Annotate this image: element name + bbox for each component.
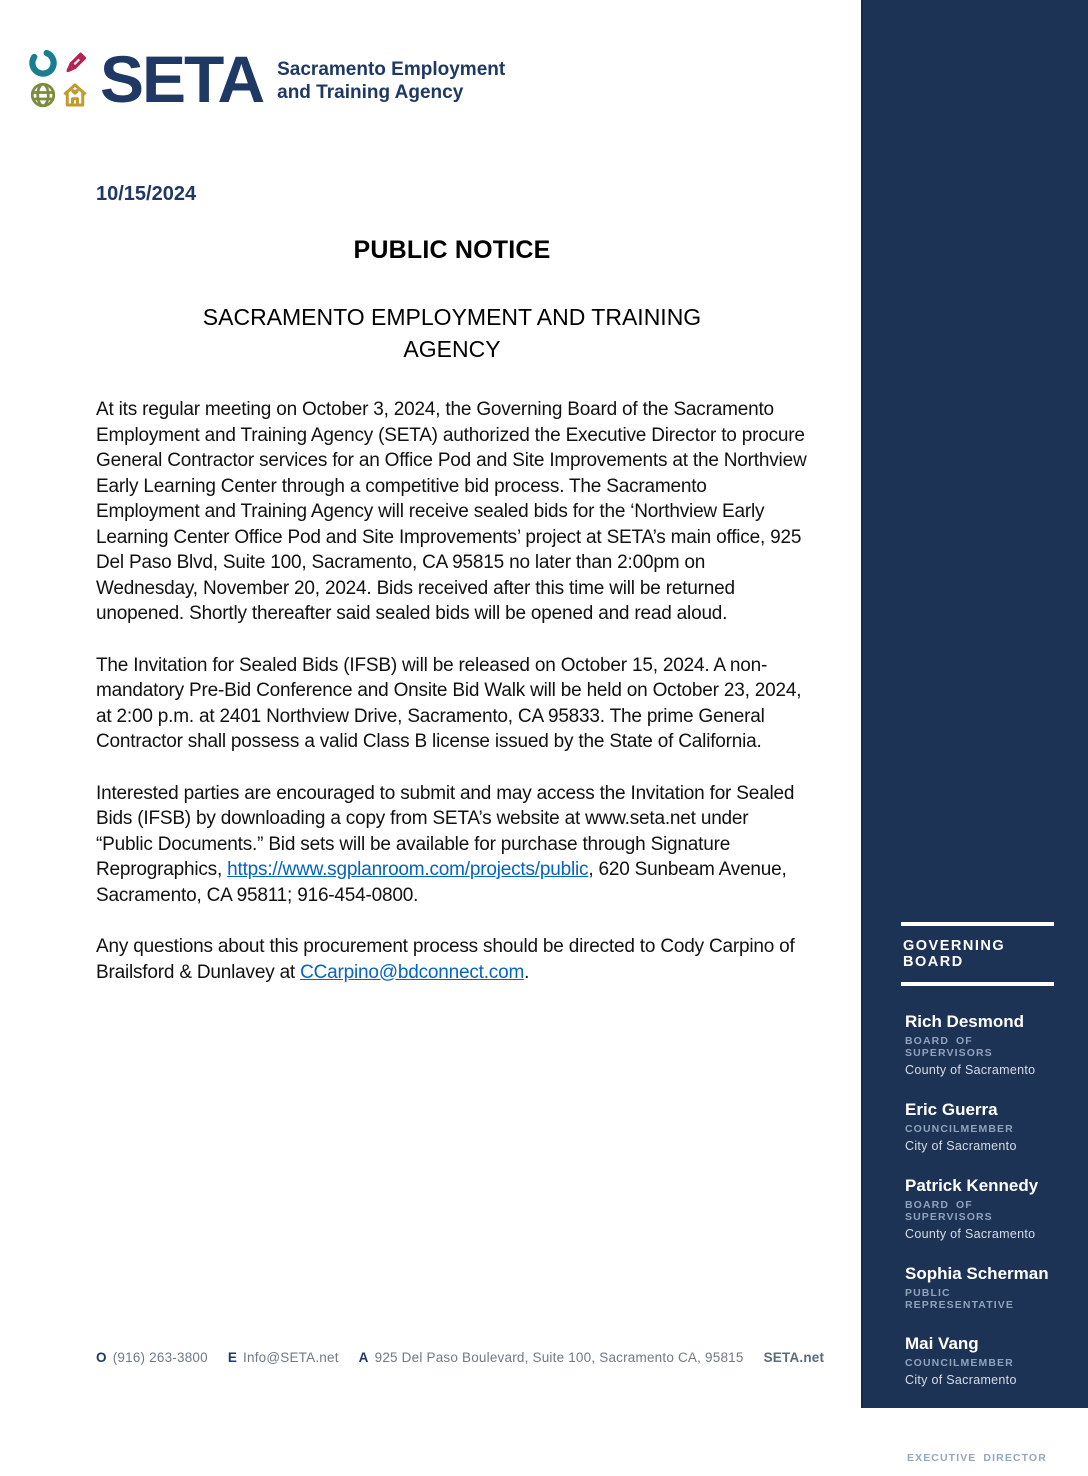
footer-email: Info@SETA.net xyxy=(243,1350,339,1365)
board-member-title: BOARD OF SUPERVISORS xyxy=(905,1035,993,1059)
board-member-org: City of Sacramento xyxy=(905,1139,1017,1153)
house-heart-icon xyxy=(60,80,90,110)
board-member-list xyxy=(905,1012,1054,1387)
board-member-title: COUNCILMEMBER xyxy=(905,1357,1014,1369)
exec-title: EXECUTIVE DIRECTOR xyxy=(907,1452,1047,1464)
notice-document xyxy=(96,183,808,1011)
board-member-title: COUNCILMEMBER xyxy=(905,1123,1014,1135)
logo-brand-text: SETA xyxy=(100,42,264,116)
exec-bottom-rule xyxy=(901,1472,1054,1476)
circle-swoosh-icon xyxy=(28,48,58,78)
executive-director-block xyxy=(901,1417,1054,1476)
board-top-rule xyxy=(901,922,1054,926)
body-text: At its regular meeting on October 3, 2024, the Governing Board of the Sacramento Employment and Training Agency (SETA) authorized the Executive Director to procure General Contractor services for an Office Pod and Site Improvements at the Northview Early Learning Center through a competitive bid process. The Sacramento Employment and Training Agency will receive sealed bids for the ‘Northview Early Learning Center Office Pod and Site Improvements’ project at SETA’s main office, 925 Del Paso Blvd, Suite 100, Sacramento, CA 95815 no later than 2:00pm on Wednesday, November 20, 2024. Bids received after this time will be returned unopened. Shortly thereafter said sealed bids will be opened and read aloud. xyxy=(96,399,807,624)
board-heading-rule xyxy=(901,982,1054,986)
board-member-name: Eric Guerra xyxy=(905,1100,998,1119)
board-member-name: Mai Vang xyxy=(905,1334,979,1353)
board-member xyxy=(905,1100,1054,1153)
exec-name: Anita Maldonado xyxy=(907,1429,1040,1447)
logo-tagline xyxy=(277,54,505,104)
board-member-org: County of Sacramento xyxy=(905,1227,1036,1241)
board-member-name: Sophia Scherman xyxy=(905,1264,1049,1283)
footer-website: SETA.net xyxy=(763,1350,825,1365)
notice-subtitle: SACRAMENTO EMPLOYMENT AND TRAINING AGENCY xyxy=(202,304,702,362)
notice-date: 10/15/2024 xyxy=(96,183,197,205)
board-member-title: BOARD OF SUPERVISORS xyxy=(905,1199,993,1223)
governing-board-sidebar xyxy=(861,0,1088,1464)
body-paragraph xyxy=(96,653,808,755)
board-member-org: County of Sacramento xyxy=(905,1063,1036,1077)
sgplanroom-link[interactable]: https://www.sgplanroom.com/projects/public xyxy=(227,859,589,880)
board-member-name: Patrick Kennedy xyxy=(905,1176,1039,1195)
board-member xyxy=(905,1012,1054,1077)
logo-icon-grid xyxy=(28,48,90,110)
board-member xyxy=(905,1176,1054,1241)
body-paragraph xyxy=(96,934,808,985)
footer-address: 925 Del Paso Boulevard, Suite 100, Sacramento CA, 95815 xyxy=(374,1350,744,1365)
pencil-icon xyxy=(60,48,90,78)
body-text: , 620 Sunbeam Avenue, Sacramento, CA 95811; 916-454-0800. xyxy=(96,859,787,906)
body-text: Any questions about this procurement process should be directed to Cody Carpino of Brailsford & Dunlavey at xyxy=(96,936,795,983)
board-member-title: PUBLIC REPRESENTATIVE xyxy=(905,1287,1014,1311)
notice-body xyxy=(96,397,808,985)
contact-footer xyxy=(96,1350,826,1365)
seta-logo xyxy=(28,42,506,116)
footer-email-label: E xyxy=(227,1350,238,1365)
logo-tagline-line1: Sacramento Employment xyxy=(277,59,506,80)
board-member xyxy=(905,1264,1054,1311)
footer-address-label: A xyxy=(358,1350,369,1365)
globe-icon xyxy=(28,80,58,110)
notice-title: PUBLIC NOTICE xyxy=(353,236,551,264)
footer-phone-label: O xyxy=(96,1350,107,1365)
body-text: Interested parties are encouraged to submit and may access the Invitation for Sealed Bids (IFSB) by downloading a copy from SETA’s website at www.seta.net under “Public Documents.” Bid sets will be available for purchase through Signature Reprographics, xyxy=(96,782,795,880)
logo-tagline-line2: and Training Agency xyxy=(277,82,464,103)
board-member-name: Rich Desmond xyxy=(905,1012,1025,1031)
body-text: The Invitation for Sealed Bids (IFSB) will be released on October 15, 2024. A non-mandatory Pre-Bid Conference and Onsite Bid Walk will be held on October 23, 2024, at 2:00 p.m. at 2401 Northview Drive, Sacramento, CA 95833. The prime General Contractor shall possess a valid Class B license issued by the State of California. xyxy=(96,654,802,752)
board-heading: GOVERNING BOARD xyxy=(903,938,1006,970)
body-paragraph xyxy=(96,397,808,627)
board-member xyxy=(905,1334,1054,1387)
footer-phone: (916) 263-3800 xyxy=(112,1350,208,1365)
board-member-org: City of Sacramento xyxy=(905,1373,1017,1387)
body-text: . xyxy=(524,961,530,983)
governing-board-section xyxy=(901,922,1054,1476)
email-link[interactable]: CCarpino@bdconnect.com xyxy=(300,961,525,983)
body-paragraph xyxy=(96,781,808,909)
